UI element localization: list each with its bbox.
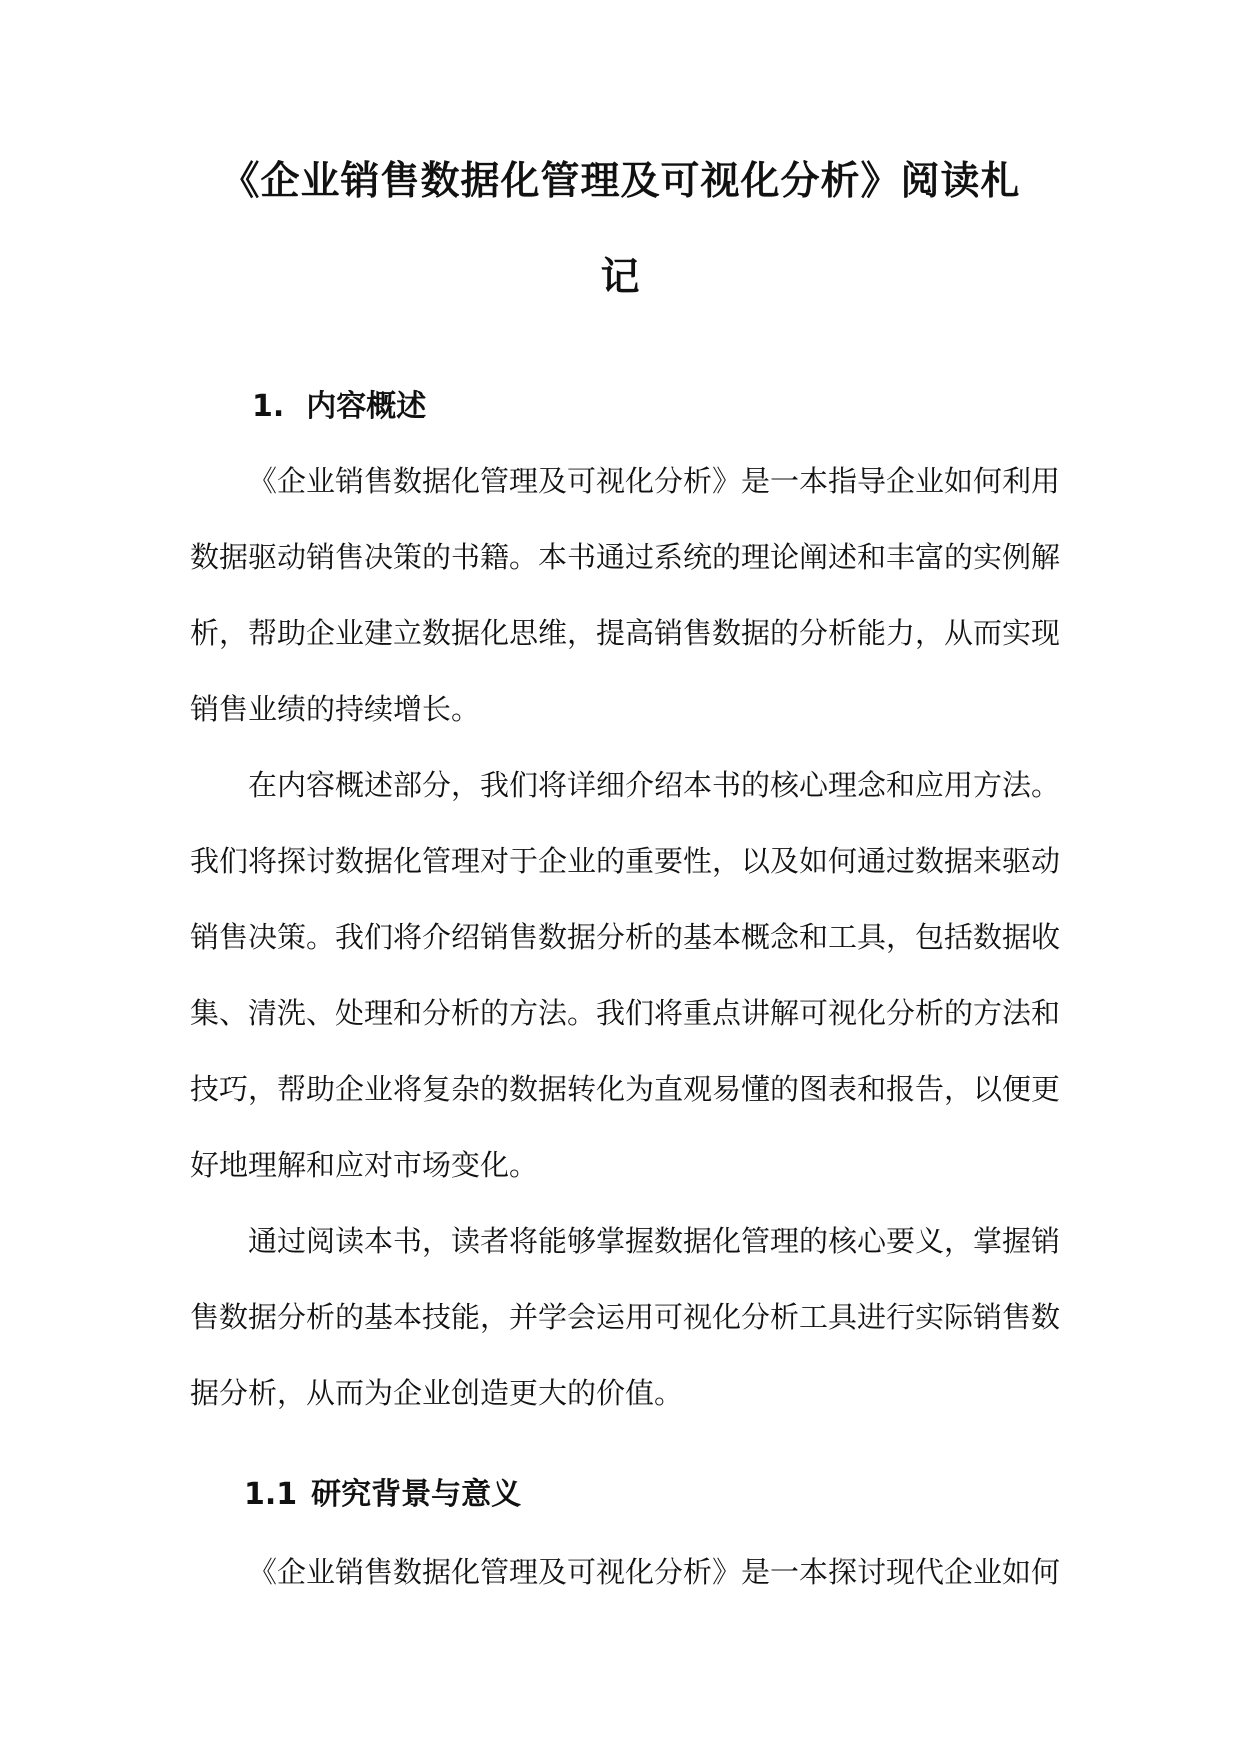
section-title: 研究背景与意义 bbox=[311, 1477, 522, 1512]
paragraph-line: 我们将探讨数据化管理对于企业的重要性，以及如何通过数据来驱动 bbox=[190, 844, 1061, 878]
paragraph-line: 在内容概述部分，我们将详细介绍本书的核心理念和应用方法。 bbox=[248, 768, 1061, 802]
paragraph-line: 销售业绩的持续增长。 bbox=[190, 692, 481, 726]
section-title: 内容概述 bbox=[306, 389, 427, 424]
paragraph-line: 《企业销售数据化管理及可视化分析》是一本指导企业如何利用 bbox=[248, 464, 1061, 498]
section-number: 1.1 bbox=[244, 1477, 298, 1512]
paragraph-line: 销售决策。我们将介绍销售数据分析的基本概念和工具，包括数据收 bbox=[190, 920, 1061, 954]
section-heading-1-1 bbox=[244, 1469, 521, 1513]
section-number: 1. bbox=[252, 389, 285, 424]
paragraph-line: 数据驱动销售决策的书籍。本书通过系统的理论阐述和丰富的实例解 bbox=[190, 540, 1061, 574]
paragraph-line: 据分析，从而为企业创造更大的价值。 bbox=[190, 1376, 684, 1410]
paragraph-line: 《企业销售数据化管理及可视化分析》是一本探讨现代企业如何 bbox=[248, 1555, 1061, 1589]
paragraph-line: 售数据分析的基本技能，并学会运用可视化分析工具进行实际销售数 bbox=[190, 1300, 1061, 1334]
paragraph-line: 通过阅读本书，读者将能够掌握数据化管理的核心要义，掌握销 bbox=[248, 1224, 1061, 1258]
paragraph-line: 集、清洗、处理和分析的方法。我们将重点讲解可视化分析的方法和 bbox=[190, 996, 1061, 1030]
paragraph-line: 好地理解和应对市场变化。 bbox=[190, 1148, 539, 1182]
paragraph-line: 析，帮助企业建立数据化思维，提高销售数据的分析能力，从而实现 bbox=[190, 616, 1061, 650]
paragraph-line: 技巧，帮助企业将复杂的数据转化为直观易懂的图表和报告，以便更 bbox=[190, 1072, 1061, 1106]
document-title-line-1: 《企业销售数据化管理及可视化分析》阅读札 bbox=[220, 159, 1021, 204]
document-title-line-2: 记 bbox=[600, 255, 641, 300]
section-heading-1 bbox=[252, 381, 426, 425]
